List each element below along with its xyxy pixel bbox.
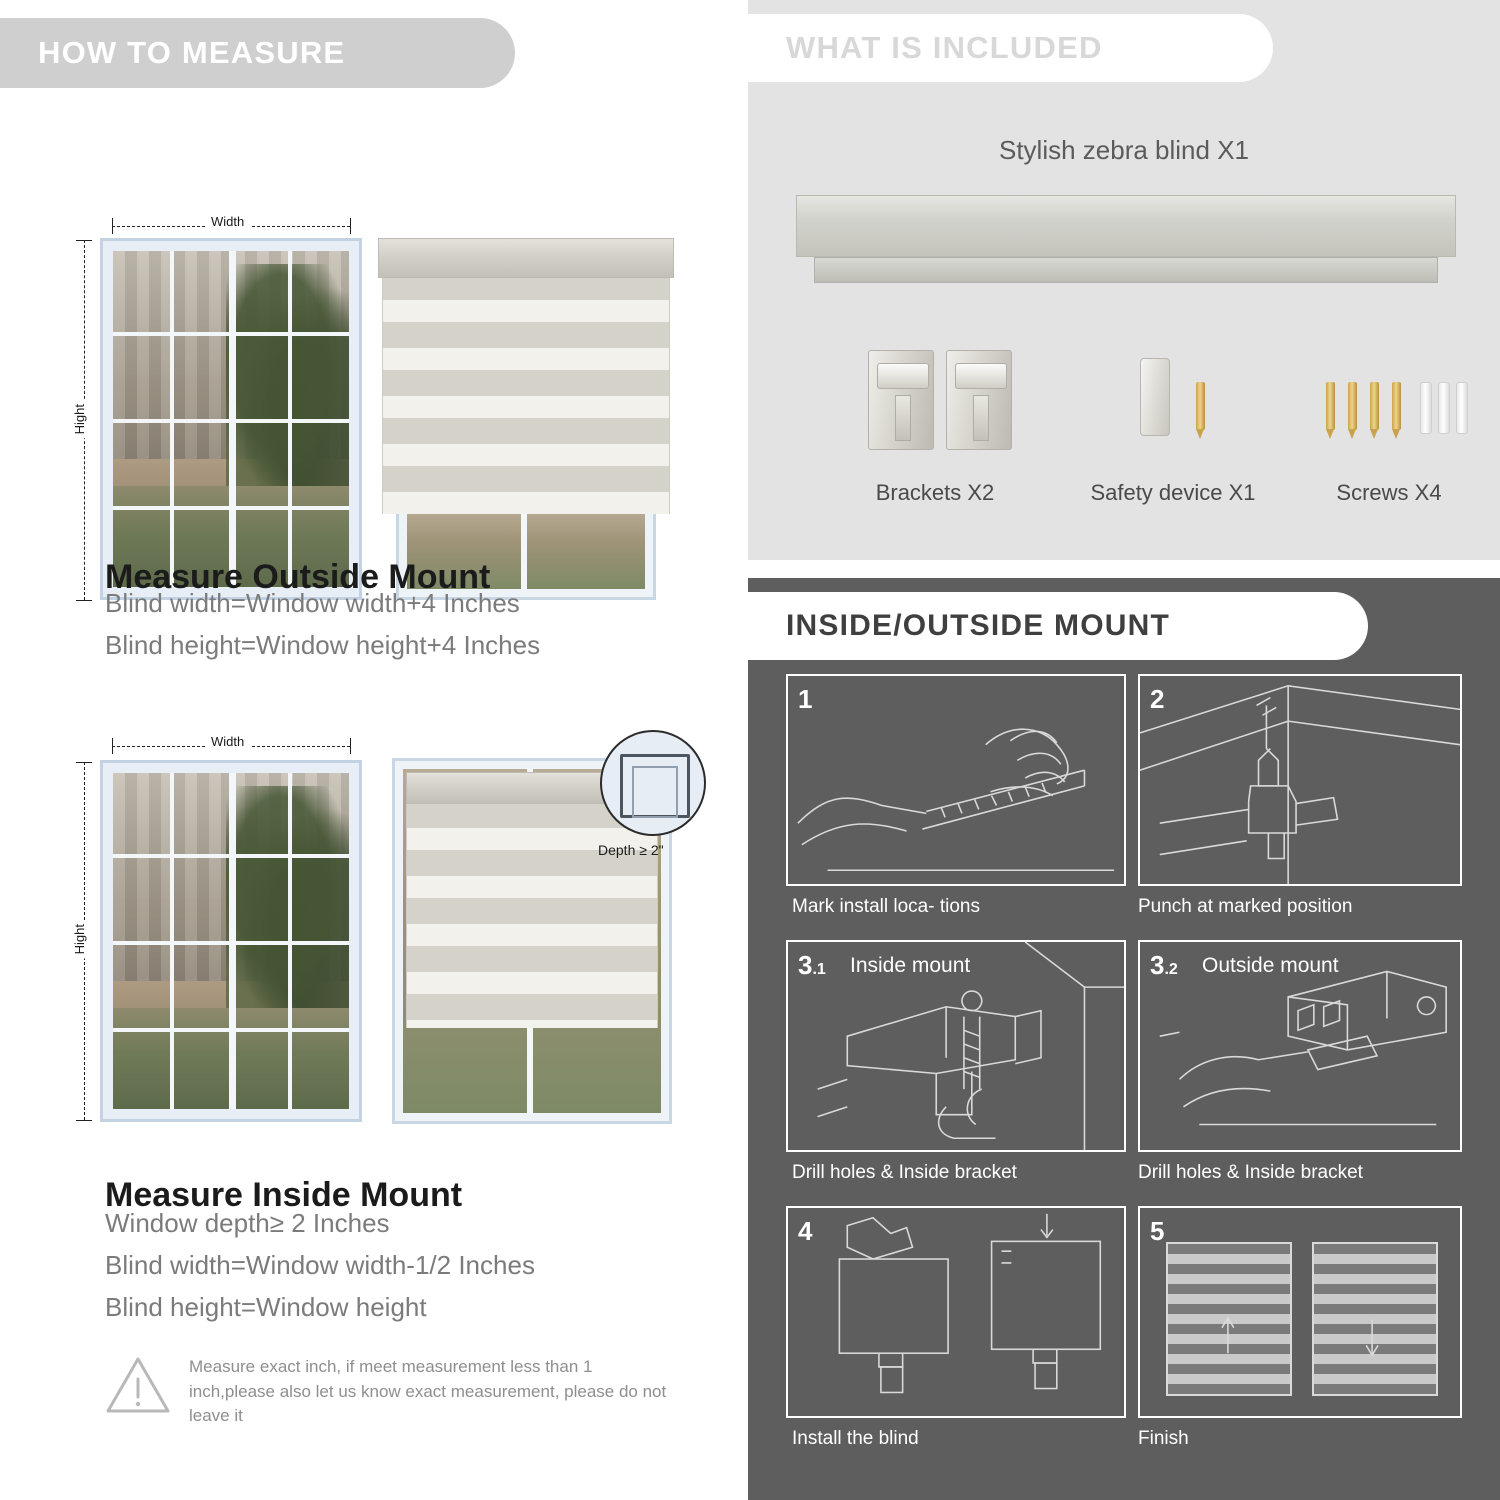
step-card-4 — [786, 1206, 1126, 1418]
step-3-1-caption: Drill holes & Inside bracket — [792, 1162, 1017, 1183]
included-parts-row — [748, 340, 1500, 540]
what-is-included-header: WHAT IS INCLUDED — [748, 14, 1273, 82]
blind-fabric-outside — [382, 274, 670, 514]
how-to-measure-section — [0, 0, 740, 1500]
step-5-caption: Finish — [1138, 1428, 1189, 1449]
part-safety-device-label: Safety device X1 — [1090, 480, 1256, 505]
window-transom-3-inside — [113, 1028, 349, 1032]
outside-width-tick-right — [350, 218, 351, 234]
step-2-caption: Punch at marked position — [1138, 896, 1353, 917]
inside-width-tick-left — [112, 738, 113, 754]
zebra-blind-product — [796, 195, 1456, 290]
depth-callout-label: Depth ≥ 2" — [598, 842, 664, 858]
part-brackets-label: Brackets X2 — [875, 480, 995, 505]
step-2-number: 2 — [1150, 684, 1165, 714]
window-glass — [113, 251, 349, 587]
blind-lower-mullion — [521, 511, 527, 589]
included-main-item-label: Stylish zebra blind X1 — [998, 135, 1250, 165]
step-5-number: 5 — [1150, 1216, 1165, 1246]
inside-width-label: Width — [205, 734, 250, 749]
outside-mount-illustration — [0, 100, 740, 520]
window-transom-1 — [113, 332, 349, 336]
inside-height-tick-bottom — [76, 1120, 92, 1121]
window-transom-3 — [113, 506, 349, 510]
window-transom-1-inside — [113, 854, 349, 858]
step-card-1 — [786, 674, 1126, 886]
part-screws — [1278, 340, 1500, 530]
wall-anchor-icon-3 — [1456, 382, 1468, 434]
step-3-1-inline-label: Inside mount — [850, 954, 971, 977]
step-1-caption: Mark install loca- tions — [792, 896, 980, 917]
outside-mount-line-2: Blind height=Window height+4 Inches — [105, 630, 541, 660]
step-card-3-1 — [786, 940, 1126, 1152]
part-brackets — [810, 340, 1060, 530]
inside-mount-line-2: Blind width=Window width-1/2 Inches — [105, 1250, 535, 1280]
how-to-measure-header: HOW TO MEASURE — [0, 18, 515, 88]
outside-width-tick-left — [112, 218, 113, 234]
step-5-arrows — [1140, 1208, 1460, 1416]
bracket-icon-1 — [868, 350, 934, 450]
outside-mount-title: Measure Outside Mount — [105, 558, 491, 597]
step-card-5 — [1138, 1206, 1462, 1418]
safety-screw-icon — [1196, 382, 1205, 430]
window-photo-inside — [100, 760, 362, 1122]
step-3-1-number: 3.1 — [798, 950, 826, 980]
step-2-sketch — [1140, 676, 1460, 884]
depth-callout-circle — [600, 730, 706, 836]
inside-height-label: Hight — [72, 920, 87, 958]
outside-width-label: Width — [205, 214, 250, 229]
window-transom-2-inside — [113, 941, 349, 945]
inside-width-tick-right — [350, 738, 351, 754]
step-4-number: 4 — [798, 1216, 813, 1246]
step-1-sketch — [788, 676, 1124, 884]
step-card-3-2 — [1138, 940, 1462, 1152]
screw-icon-4 — [1392, 382, 1401, 430]
step-3-2-inline-label: Outside mount — [1202, 954, 1339, 977]
safety-device-icon — [1140, 358, 1170, 436]
step-3-2-number: 3.2 — [1150, 950, 1178, 980]
inside-outside-mount-header: INSIDE/OUTSIDE MOUNT — [748, 592, 1368, 660]
inside-mount-line-3: Blind height=Window height — [105, 1292, 427, 1322]
headrail-bottom — [814, 257, 1438, 283]
outside-height-tick-bottom — [76, 600, 92, 601]
step-card-2 — [1138, 674, 1462, 886]
outside-mount-line-1: Blind width=Window width+4 Inches — [105, 588, 520, 618]
screw-icon-3 — [1370, 382, 1379, 430]
step-4-sketch — [788, 1208, 1124, 1416]
wall-anchor-icon-2 — [1438, 382, 1450, 434]
inside-outside-mount-section — [748, 578, 1500, 1500]
inside-mount-line-1: Window depth≥ 2 Inches — [105, 1208, 390, 1238]
window-transom-2 — [113, 419, 349, 423]
screw-icon-2 — [1348, 382, 1357, 430]
step-1-number: 1 — [798, 684, 813, 714]
warning-triangle-icon — [105, 1355, 171, 1415]
step-4-caption: Install the blind — [792, 1428, 919, 1449]
screw-icon-1 — [1326, 382, 1335, 430]
bracket-icon-2 — [946, 350, 1012, 450]
wall-anchor-icon-1 — [1420, 382, 1432, 434]
measure-warning — [105, 1355, 675, 1429]
blind-headrail-outside — [378, 238, 674, 278]
part-safety-device — [1048, 340, 1298, 530]
inside-height-tick-top — [76, 762, 92, 763]
part-screws-label: Screws X4 — [1336, 480, 1442, 505]
inside-mount-title: Measure Inside Mount — [105, 1176, 463, 1215]
outside-height-tick-top — [76, 240, 92, 241]
right-column — [748, 0, 1500, 1500]
what-is-included-section — [748, 0, 1500, 560]
window-glass-inside — [113, 773, 349, 1109]
headrail-top — [796, 195, 1456, 257]
inside-mount-illustration — [0, 720, 740, 1140]
blind-fabric-inside — [406, 802, 658, 1028]
blind-outside-mount — [378, 228, 674, 600]
measure-warning-text: Measure exact inch, if meet measurement less than 1 inch,please also let us know exact measurement, please do not leave it — [189, 1357, 667, 1426]
outside-height-label: Hight — [72, 400, 87, 438]
step-3-2-caption: Drill holes & Inside bracket — [1138, 1162, 1363, 1183]
window-photo-outside — [100, 238, 362, 600]
